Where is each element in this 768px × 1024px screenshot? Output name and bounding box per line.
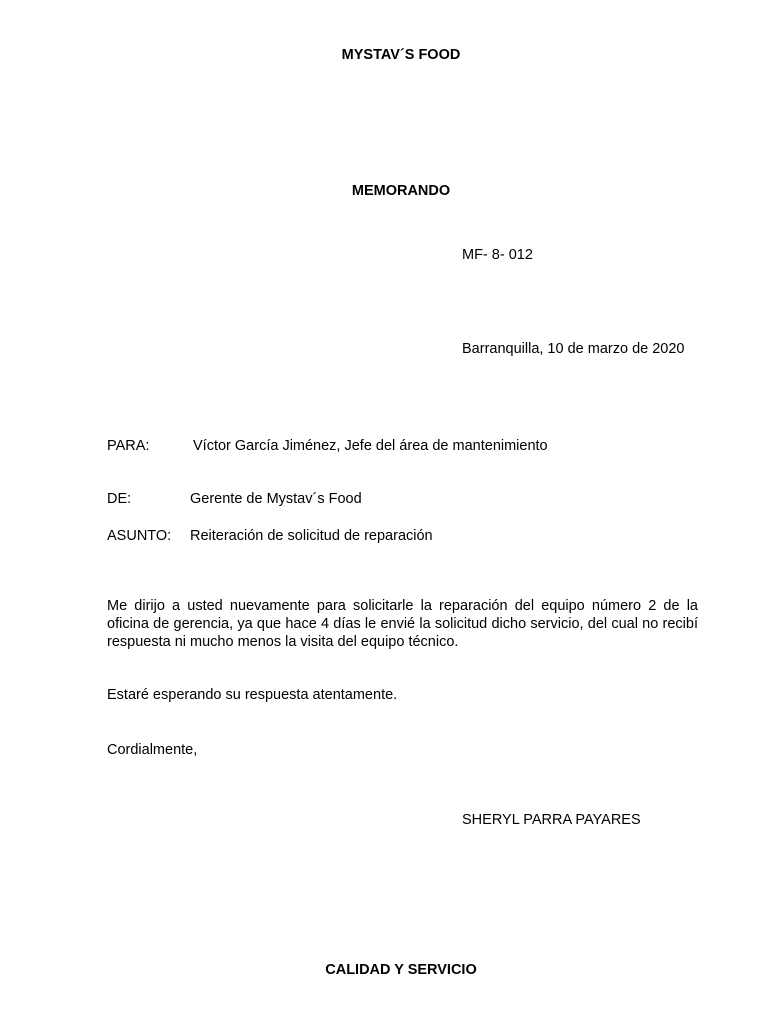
asunto-label: ASUNTO: [107,528,172,544]
footer-slogan: CALIDAD Y SERVICIO [325,962,477,978]
place-and-date: Barranquilla, 10 de marzo de 2020 [462,341,685,357]
para-value: Víctor García Jiménez, Jefe del área de mantenimiento [193,438,548,454]
document-type-heading: MEMORANDO [351,183,451,199]
signature-name: SHERYL PARRA PAYARES [462,812,641,828]
salutation: Cordialmente, [107,742,198,758]
asunto-value: Reiteración de solicitud de reparación [190,528,433,544]
de-label: DE: [107,491,132,507]
memo-reference: MF- 8- 012 [462,247,533,263]
closing-line: Estaré esperando su respuesta atentamente. [107,687,398,703]
de-value: Gerente de Mystav´s Food [190,491,362,507]
para-label: PARA: [107,438,150,454]
body-paragraph: Me dirijo a usted nuevamente para solicitarle la reparación del equipo número 2 de la oficina de gerencia, ya que hace 4 días le envié la solicitud dicho servicio, del cual no recibí respuesta ni mucho menos la visita del equipo técnico. [107,598,698,651]
company-title: MYSTAV´S FOOD [341,47,461,63]
